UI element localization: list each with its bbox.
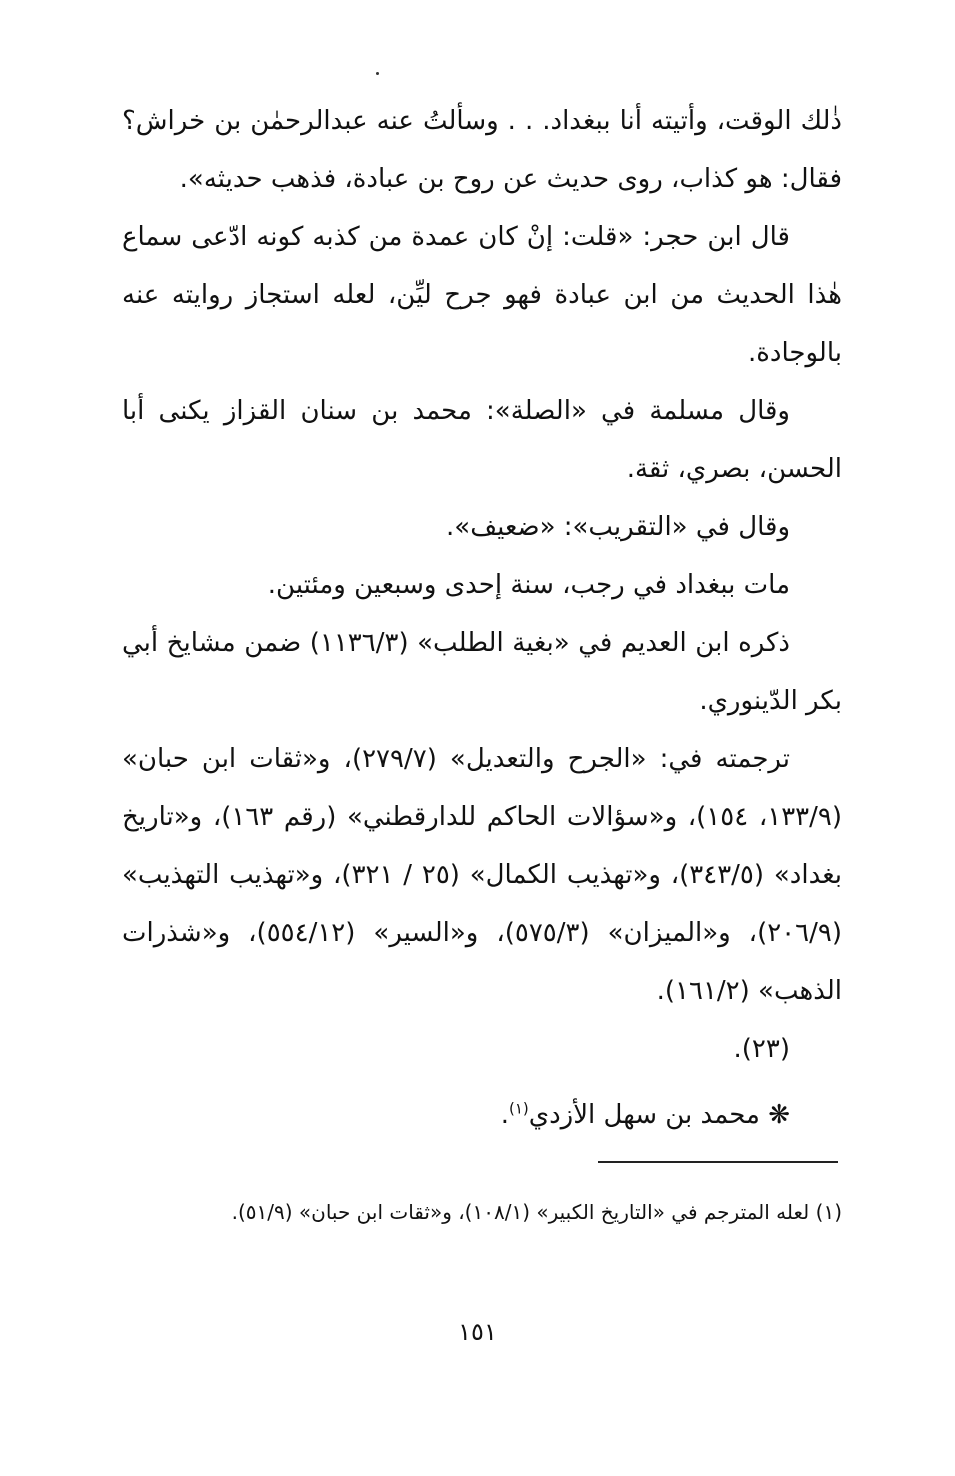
body-text bbox=[122, 92, 842, 1144]
paragraph-7: ترجمته في: «الجرح والتعديل» (٢٧٩/٧)، و«ثقات ابن حبان» (١٣٣/٩، ١٥٤)، و«سؤالات الحاكم للدارقطني» (رقم ١٦٣)، و«تاريخ بغداد» (٣٤٣/٥)، و«تهذيب الكمال» (٢٥ / ٣٢١)، و«تهذيب التهذيب» (٢٠٦/٩)، و«الميزان» (٥٧٥/٣)، و«السير» (٥٥٤/١٢)، و«شذرات الذهب» (١٦١/٢). bbox=[122, 744, 843, 1006]
paragraph-2: قال ابن حجر: «قلت: إنْ كان عمدة من كذبه كونه ادّعى سماع هٰذا الحديث من ابن عبادة فهو جرح ليِّن، لعله استجاز روايته عنه بالوجادة. bbox=[122, 222, 842, 368]
paragraph-5: مات ببغداد في رجب، سنة إحدى وسبعين ومئتين. bbox=[267, 570, 790, 600]
paragraph-1: ذٰلك الوقت، وأتيته أنا ببغداد. . . وسألتُ عنه عبدالرحمٰن بن خراش؟ فقال: هو كذاب، روى حديث عن روح بن عبادة، فذهب حديثه». bbox=[122, 106, 842, 194]
entry-title: ❋ محمد بن سهل الأزدي bbox=[528, 1100, 790, 1130]
stray-dot bbox=[376, 72, 379, 75]
entry-heading bbox=[122, 1086, 842, 1144]
entry-end: . bbox=[500, 1100, 509, 1130]
paragraph-3: وقال مسلمة في «الصلة»: محمد بن سنان القزاز يكنى أبا الحسن، بصري، ثقة. bbox=[122, 396, 842, 484]
footnote-text: (١) لعله المترجم في «التاريخ الكبير» (١٠٨/١)، و«ثقات ابن حبان» (٥١/٩). bbox=[231, 1200, 842, 1224]
footnote bbox=[122, 1190, 842, 1234]
paragraph-8: (٢٣). bbox=[733, 1034, 790, 1064]
paragraph-6: ذكره ابن العديم في «بغية الطلب» (١١٣٦/٣) ضمن مشايخ أبي بكر الدّينوري. bbox=[122, 628, 842, 716]
footnote-reference[interactable]: (١) bbox=[508, 1099, 529, 1118]
footnote-separator bbox=[598, 1161, 838, 1163]
page-number: ١٥١ bbox=[458, 1318, 497, 1346]
paragraph-4: وقال في «التقريب»: «ضعيف». bbox=[446, 512, 790, 542]
